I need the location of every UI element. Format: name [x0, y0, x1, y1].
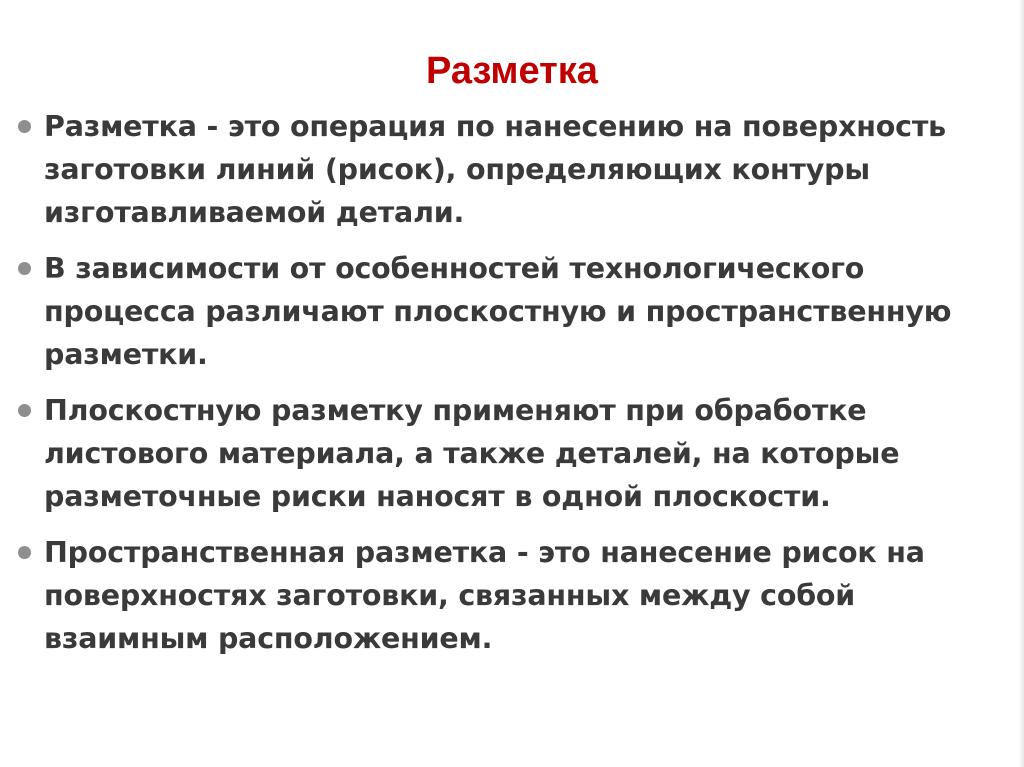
slide-edge-shadow	[1018, 0, 1024, 767]
bullet-item	[18, 247, 1008, 376]
bullet-dot-icon	[18, 120, 31, 133]
bullet-dot-icon	[18, 546, 31, 559]
bullet-text: В зависимости от особенностей технологического процесса различают плоскостную и пространственную разметки.	[44, 252, 952, 371]
bullet-list	[18, 105, 1008, 673]
bullet-dot-icon	[18, 262, 31, 275]
bullet-text: Плоскостную разметку применяют при обработке листового материала, а также деталей, на которые разметочные риски наносят в одной плоскости.	[44, 394, 900, 513]
slide-title: Разметка	[426, 50, 598, 92]
bullet-text: Пространственная разметка - это нанесение рисок на поверхностях заготовки, связанных между собой взаимным расположением.	[44, 536, 925, 655]
bullet-item	[18, 389, 1008, 518]
bullet-dot-icon	[18, 404, 31, 417]
bullet-text: Разметка - это операция по нанесению на поверхность заготовки линий (рисок), определяющих контуры изготавливаемой детали.	[44, 110, 946, 229]
bullet-item	[18, 531, 1008, 660]
bullet-item	[18, 105, 1008, 234]
